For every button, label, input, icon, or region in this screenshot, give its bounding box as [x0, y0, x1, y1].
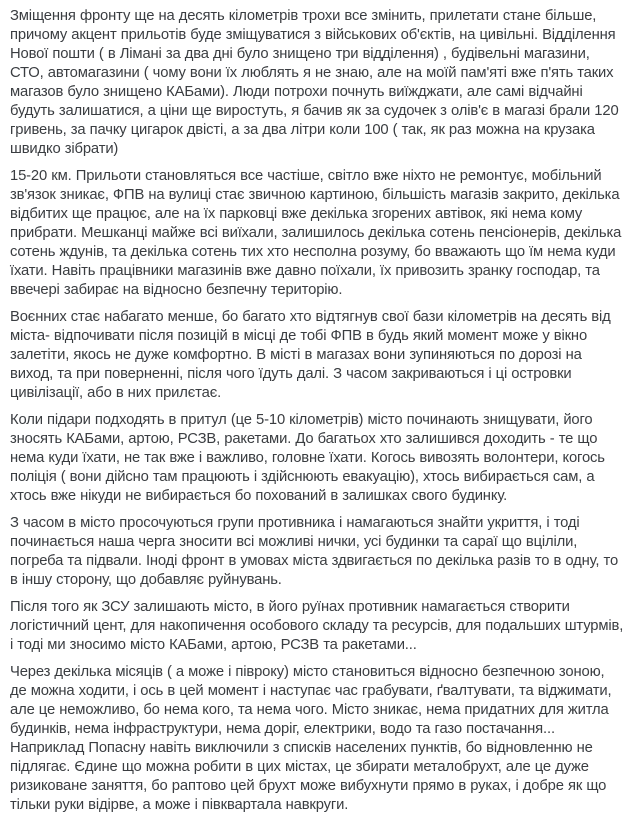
post-paragraph: Зміщення фронту ще на десять кілометрів трохи все змінить, прилетати стане більше, причому акцент прильотів буде зміщуватися з військових об'єктів, на цивільні. Відділення Нової пошти ( в Лімані за два дні було знищено три відділення) , будівельні магазини, СТО, автомагазини ( чому вони їх люблять я не знаю, але на моїй пам'яті вже п'ять таких магазов було знищено КАБами). Люди потрохи почнуть виїжджати, але самі відчайні будуть залишатися, а ціни ще виростуть, я бачив як за судочек з олів'є в магазі брали 120 гривень, за пачку цигарок двісті, а за два літри коли 100 ( так, як раз можна на крузака швидко зібрати): [10, 8, 619, 157]
post-paragraph: 15-20 км. Прильоти становляться все частіше, світло вже ніхто не ремонтує, мобільний зв'язок зникає, ФПВ на вулиці стає звичною картиною, більшість магазів закрито, декілька відбитих ще працює, але на їх парковці вже декілька згорених автівок, які нема кому прибрати. Мешканці майже всі виїхали, залишилось декілька сотень пенсіонерів, декілька сотень ждунів, та декілька сотень тих хто несполна розуму, бо вважають що їм нема куди їхати. Навіть працівники магазинів вже давно поїхали, їх привозить зранку господар, та ввечері забирає на відносно безпечну територію.: [10, 168, 622, 298]
post-paragraph: З часом в місто просочуються групи противника і намагаються знайти укриття, і тоді починається наша черга зносити всі можливі нички, усі будинки та сараї що вціліли, погреба та підвали. Іноді фронт в умовах міста здвигається по декілька разів то в одну, то в іншу сторону, що добавляє руйнувань.: [10, 515, 619, 588]
post-paragraph: Воєнних стає набагато менше, бо багато хто відтягнув свої бази кілометрів на десять від міста- відпочивати після позицій в місці де тобі ФПВ в будь який момент може у вікно залетіти, якось не дуже комфортно. В місті в магазах вони зупиняються по дорозі на виход, та при поверненні, після чого їдуть далі. З часом закриваються і ці островки цивілізації, або в них прилєтає.: [10, 309, 611, 401]
post-paragraph: Через декілька місяців ( а може і півроку) місто становиться відносно безпечною зоною, де можна ходити, і ось в цей момент і наступає час грабувати, ґвалтувати, та віджимати, але це неможливо, бо нема кого, та нема чого. Місто зникає, нема придатних для житла будинків, нема інфраструктури, нема доріг, електрики, водо та газо постачання... Наприклад Попасну навіть виключили з списків населених пунктів, бо відновленню не підлягає. Єдине що можна робити в цих містах, це збирати металобрухт, але це дуже ризиковане заняття, бо раптово цей брухт може вибухнути прямо в руках, і добре як що тільки руки відірве, а може і півквартала навкруги.: [10, 664, 612, 813]
post-paragraph: Коли підари подходять в притул (це 5-10 кілометрів) місто починають знищувати, його зносять КАБами, артою, РСЗВ, ракетами. До багатьох хто залишився доходить - те що нема куди їхати, не так вже і важливо, головне їхати. Когось вивозять волонтери, когось поліція ( вони дійсно там працюють і здійснюють евакуацію), хтось вибирається сам, а хтось вже нікуди не вибирається бо похований в залишках свого будинку.: [10, 412, 605, 504]
post-paragraph: Після того як ЗСУ залишають місто, в його руїнах противник намагається створити логістичний цент, для накопичення особового складу та ресурсів, для подальших штурмів, і тоді ми зносимо місто КАБами, артою, РСЗВ та ракетами...: [10, 599, 624, 653]
